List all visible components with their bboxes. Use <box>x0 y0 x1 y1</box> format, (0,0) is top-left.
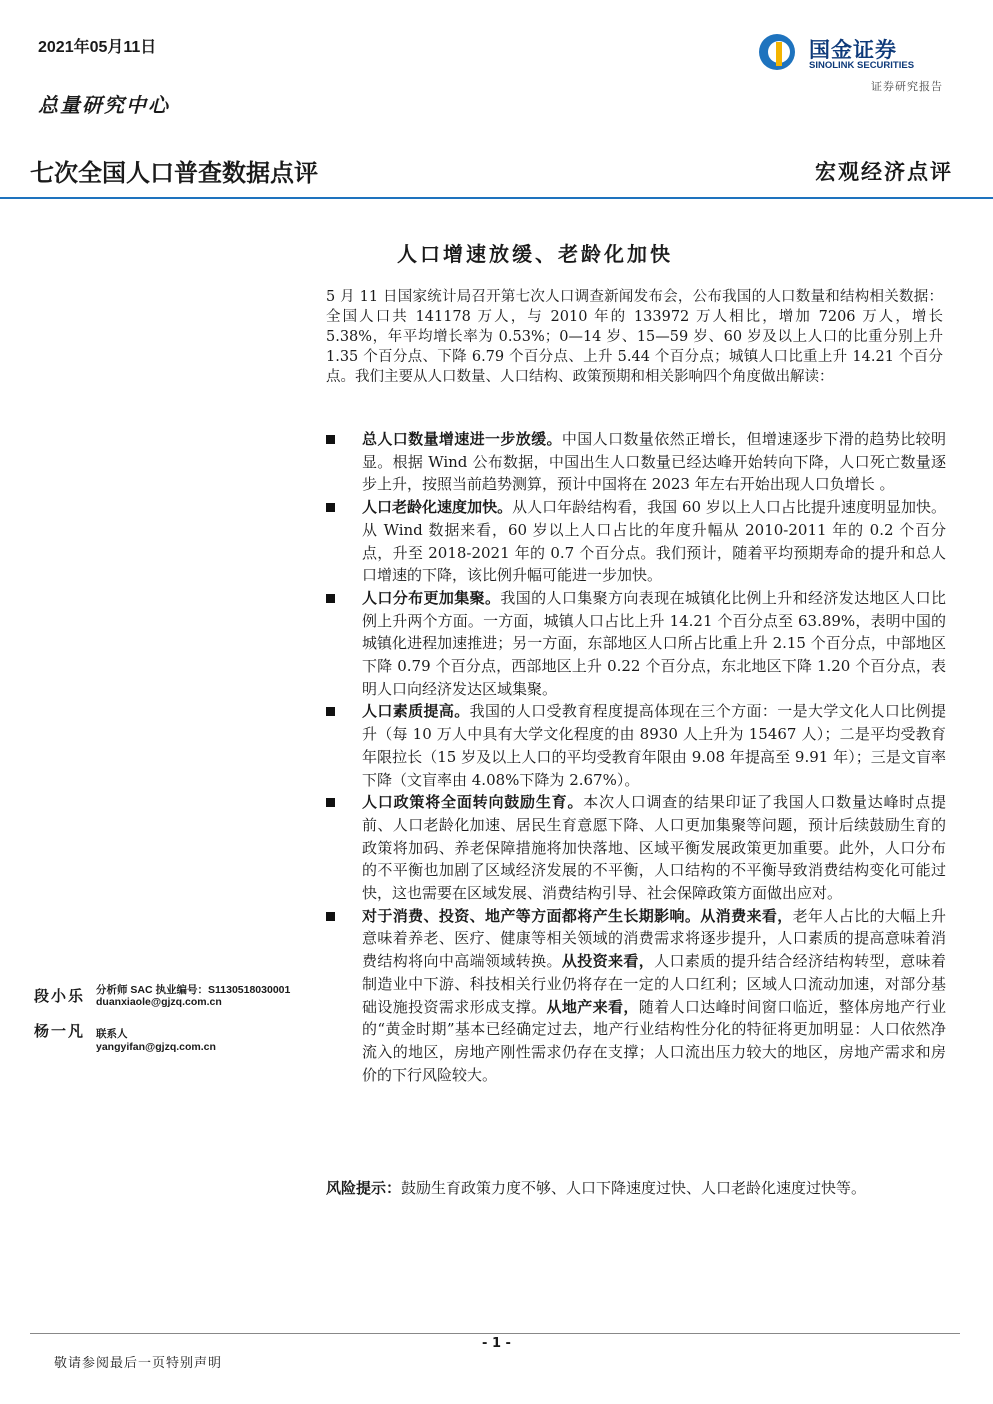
report-category: 宏观经济点评 <box>815 159 953 184</box>
brand-name-cn: 国金证券 <box>809 38 897 62</box>
intro-paragraph: 5 月 11 日国家统计局召开第七次人口调查新闻发布会，公布我国的人口数量和结构相关数据：全国人口共 141178 万人，与 2010 年的 133972 万人相比，增加 7206 万人，增长 5.38%，年平均增长率为 0.53%；0—14 岁、15—59 岁、60 岁及以上人口的比重分别上升 1.35 个百分点、下降 6.79 个百分点、上升 5.44 个百分点；城镇人口比重上升 14.21 个百分点。我们主要从人口数量、人口结构、政策预期和相关影响四个角度做出解读： <box>326 289 943 385</box>
risk-warning <box>326 1178 943 1199</box>
footer-divider <box>30 1333 960 1334</box>
list-item <box>326 905 946 1087</box>
point-lead: 从投资来看， <box>561 952 655 971</box>
point-text: 本次人口调查的结果印证了我国人口数量达峰时点提前、人口老龄化加速、居民生育意愿下降、人口更加集聚等问题，预计后续鼓励生育的政策将加码、养老保障措施将加快落地、区域平衡发展政策更加重要。此外，人口分布的不平衡也加剧了区域经济发展的不平衡，人口结构的不平衡导致消费结构变化可能过快，这也需要在区域发展、消费结构引导、社会保障政策方面做出应对。 <box>362 793 946 903</box>
brand-logo <box>757 32 947 76</box>
analyst-email[interactable]: duanxiaole@gjzq.com.cn <box>96 996 222 1008</box>
article-headline: 人口增速放缓、老龄化加快 <box>397 242 673 266</box>
point-lead: 人口素质提高。 <box>362 702 470 721</box>
analyst-email[interactable]: yangyifan@gjzq.com.cn <box>96 1041 216 1053</box>
point-lead: 人口政策将全面转向鼓励生育。 <box>362 793 584 812</box>
page-number: - 1 - <box>482 1336 511 1351</box>
point-text: 我国的人口集聚方向表现在城镇化比例上升和经济发达地区人口比例上升两个方面。一方面，城镇人口占比上升 14.21 个百分点至 63.89%，表明中国的城镇化进程加速推进；另一方面，东部地区人口所占比重上升 2.15 个百分点，中部地区下降 0.79 个百分点，西部地区上升 0.22 个百分点，东北地区下降 1.20 个百分点，表明人口向经济发达区域集聚。 <box>362 588 946 698</box>
point-text: 人口素质的提升结合经济结构转型，意味着制造业中下游、科技相关行业仍将存在一定的人口红利；区域人口流动加速，对部分基础设施投资需求形成支撑。 <box>362 952 946 1016</box>
risk-text: 鼓励生育政策力度不够、人口下降速度过快、人口老龄化速度过快等。 <box>401 1179 867 1197</box>
brand-name-en: SINOLINK SECURITIES <box>809 60 915 71</box>
department-name: 总量研究中心 <box>38 93 170 117</box>
point-text: 老年人占比的大幅上升意味着养老、医疗、健康等相关领域的消费需求将逐步提升，人口素质的提高意味着消费结构将向中高端领域转换。 <box>362 906 946 971</box>
sinolink-logo-icon <box>757 32 797 72</box>
point-lead: 对于消费、投资、地产等方面都将产生长期影响。从消费来看， <box>362 906 793 925</box>
analyst-name: 段小乐 <box>34 987 86 1005</box>
risk-label: 风险提示： <box>326 1179 402 1197</box>
square-bullet-icon <box>326 798 335 807</box>
key-points-list <box>326 428 946 1086</box>
header-divider <box>0 197 993 199</box>
square-bullet-icon <box>326 594 335 603</box>
square-bullet-icon <box>326 912 335 921</box>
report-type-label: 证券研究报告 <box>871 80 943 93</box>
point-lead: 人口分布更加集聚。 <box>362 588 501 607</box>
point-text: 随着人口达峰时间窗口临近，整体房地产行业的“黄金时期”基本已经确定过去，地产行业结构性分化的特征将更加明显：人口依然净流入的地区，房地产刚性需求仍存在支撑；人口流出压力较大的地区，房地产需求和房价的下行风险较大。 <box>362 997 946 1084</box>
point-lead: 人口老龄化速度加快。 <box>362 498 513 517</box>
square-bullet-icon <box>326 503 335 512</box>
report-title: 七次全国人口普查数据点评 <box>30 159 318 187</box>
analyst-role: 分析师 SAC 执业编号：S1130518030001 <box>96 984 291 996</box>
list-item <box>326 700 946 791</box>
report-date: 2021年05月11日 <box>38 39 157 56</box>
disclaimer-note: 敬请参阅最后一页特别声明 <box>54 1356 223 1371</box>
list-item <box>326 587 946 701</box>
analyst-name: 杨一凡 <box>34 1022 86 1040</box>
analyst-role: 联系人 <box>96 1028 128 1040</box>
list-item <box>326 791 946 905</box>
square-bullet-icon <box>326 435 335 444</box>
square-bullet-icon <box>326 707 335 716</box>
point-lead: 从地产来看， <box>546 997 639 1016</box>
list-item <box>326 496 946 587</box>
point-text: 从人口年龄结构看，我国 60 岁以上人口占比提升速度明显加快。从 Wind 数据来看，60 岁以上人口占比的年度升幅从 2010-2011 年的 0.2 个百分点，升至 2018-2021 年的 0.7 个百分点。我们预计，随着平均预期寿命的提升和总人口增速的下降，该比例升幅可能进一步加快。 <box>362 498 946 585</box>
point-lead: 总人口数量增速进一步放缓。 <box>362 430 562 448</box>
point-text: 中国人口数量依然正增长，但增速逐步下滑的趋势比较明显。根据 Wind 公布数据，中国出生人口数量已经达峰开始转向下降，人口死亡数量逐步上升，按照当前趋势测算，预计中国将在 2023 年左右开始出现人口负增长 。 <box>362 430 946 494</box>
list-item <box>326 428 946 496</box>
point-text: 我国的人口受教育程度提高体现在三个方面：一是大学文化人口比例提升（每 10 万人中具有大学文化程度的由 8930 人上升为 15467 人）；二是平均受教育年限拉长（15 岁及以上人口的平均受教育年限由 9.08 年提高至 9.91 年）；三是文盲率下降（文盲率由 4.08%下降为 2.67%）。 <box>362 702 946 789</box>
